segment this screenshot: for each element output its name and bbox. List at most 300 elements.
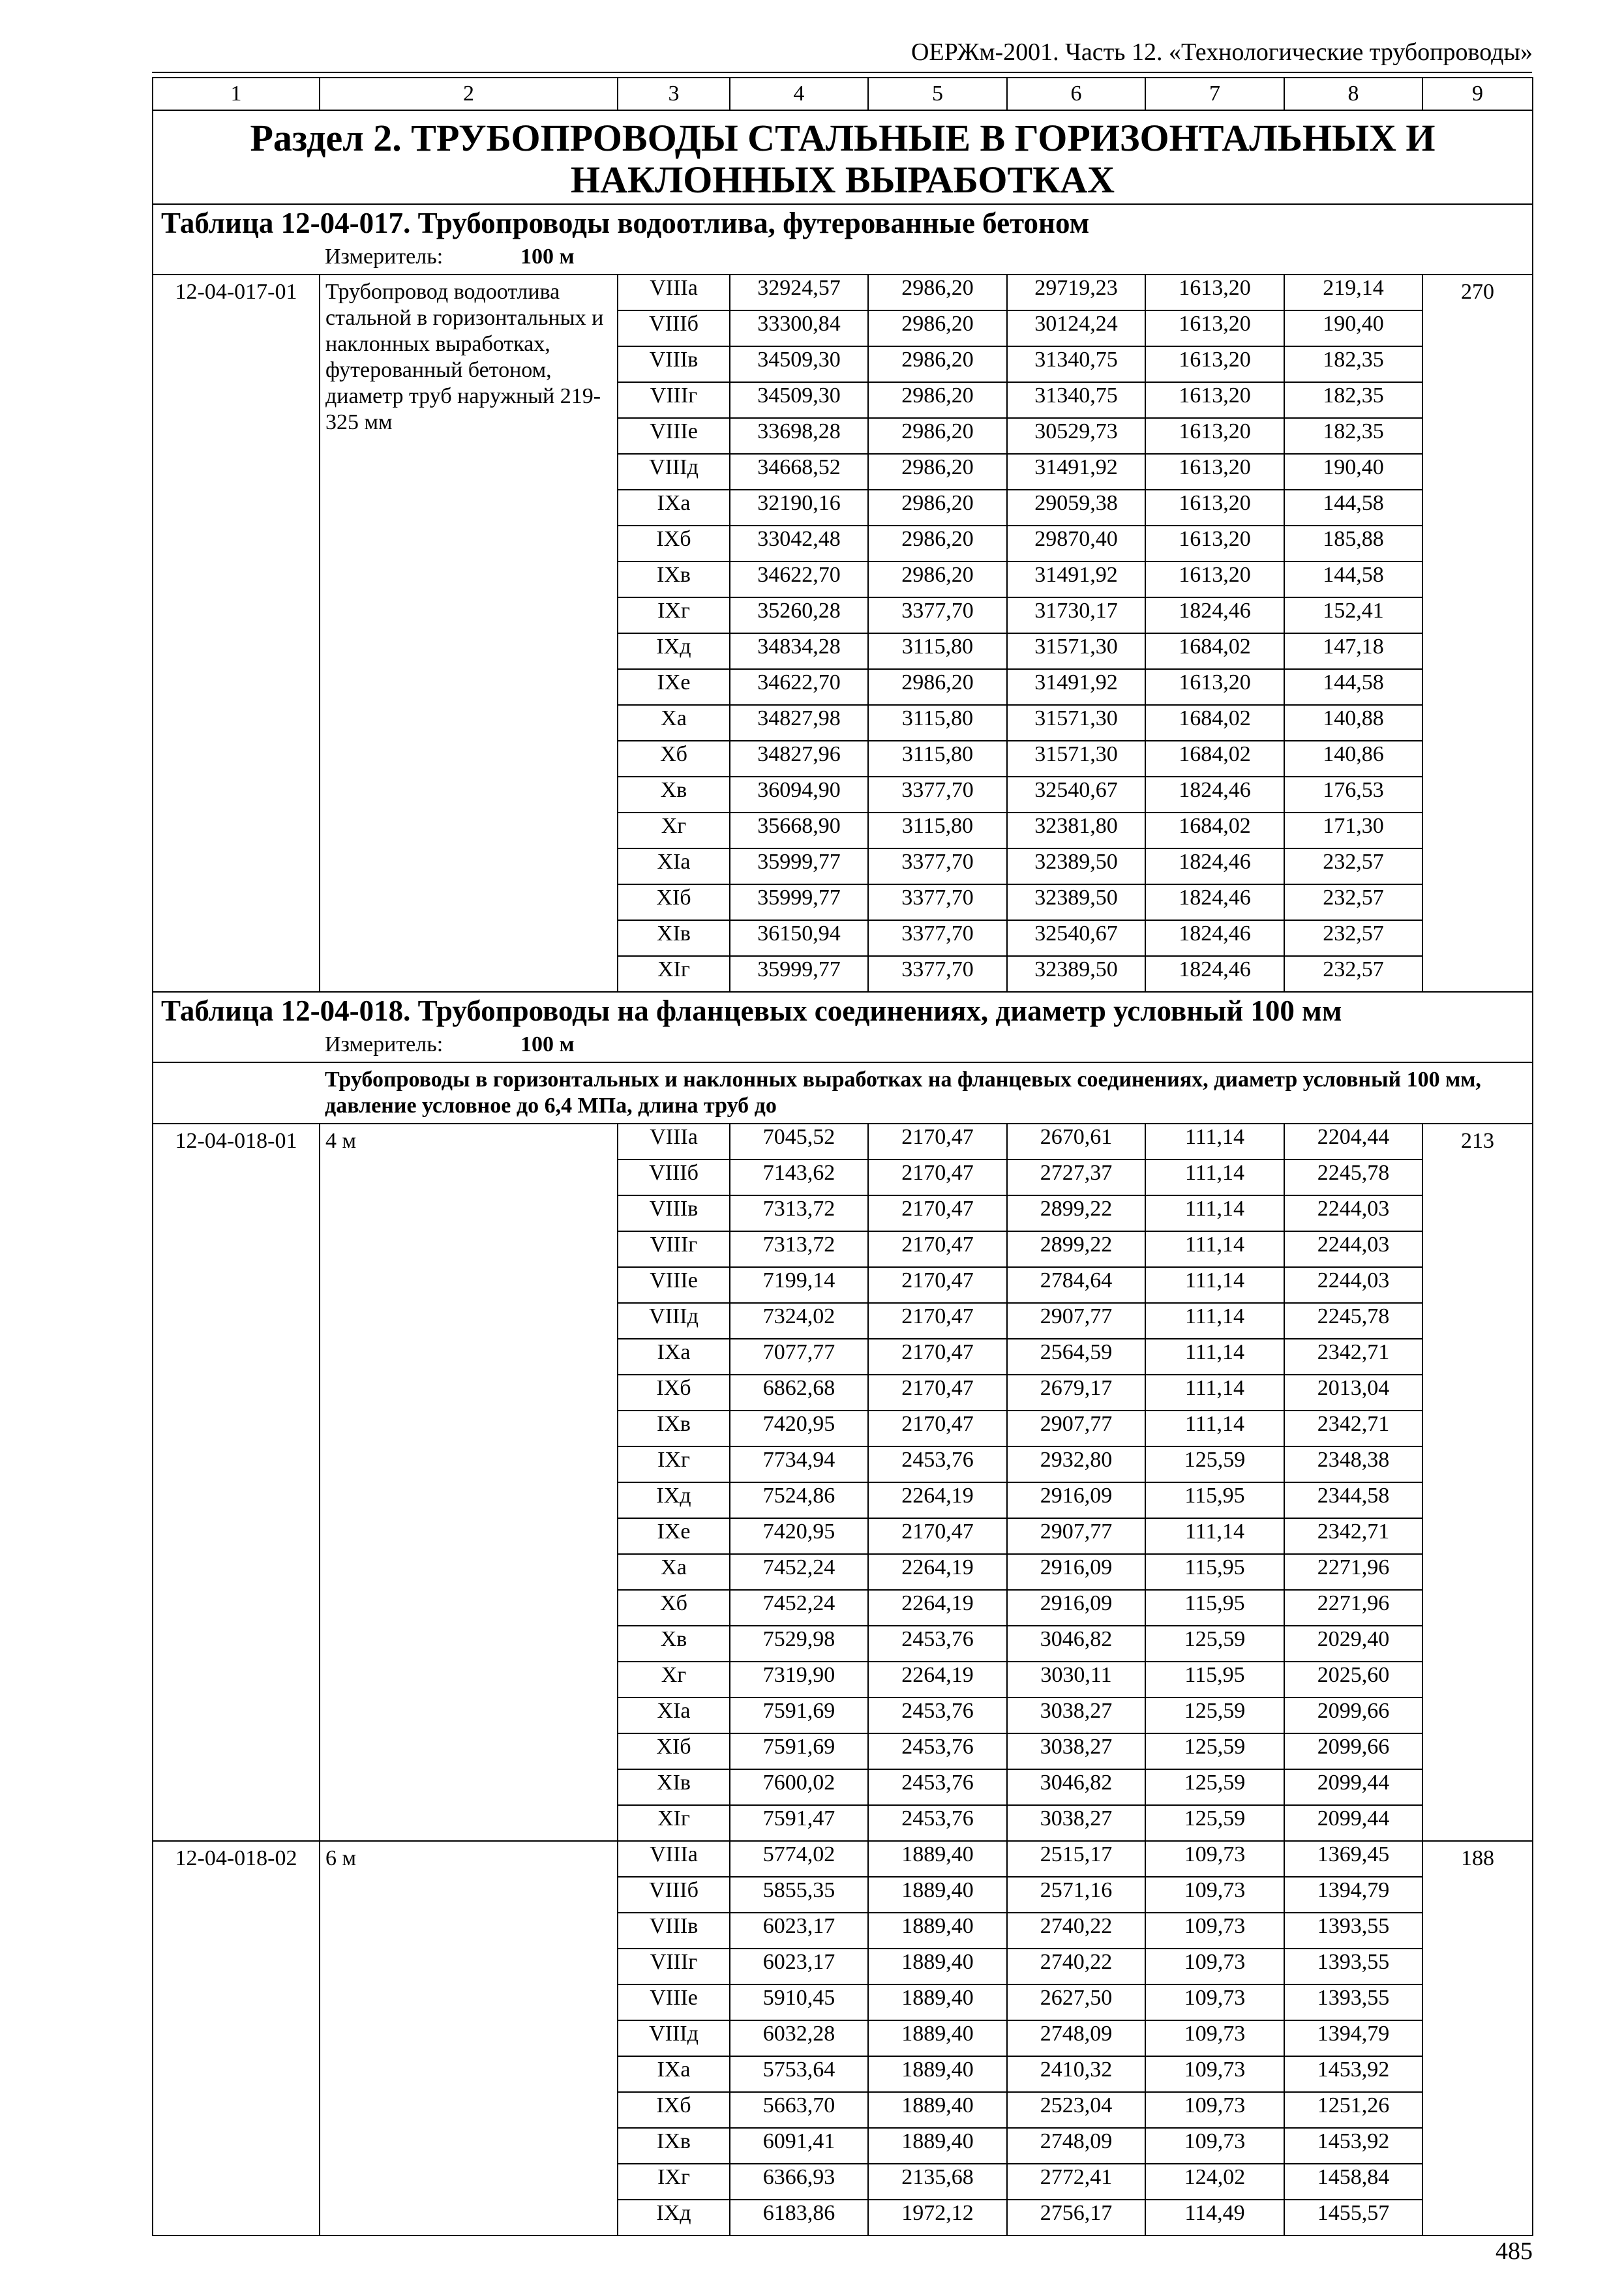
value-cell: 34622,70 [730, 669, 868, 705]
zone-cell: VIIIе [618, 418, 730, 454]
value-cell: 7045,52 [730, 1124, 868, 1159]
value-cell: 144,58 [1284, 561, 1422, 597]
value-cell: 7452,24 [730, 1590, 868, 1626]
value-cell: 109,73 [1145, 2056, 1284, 2092]
value-cell: 2264,19 [868, 1662, 1007, 1698]
value-cell: 2244,03 [1284, 1267, 1422, 1303]
rate-name: Трубопровод водоотлива стальной в горизонтальных и наклонных выработках, футерованный бетоном, диаметр труб наружный 219-325 мм [320, 275, 618, 992]
zone-cell: Xа [618, 705, 730, 741]
value-cell: 1684,02 [1145, 705, 1284, 741]
value-cell: 7077,77 [730, 1339, 868, 1375]
value-cell: 33042,48 [730, 526, 868, 561]
value-cell: 2170,47 [868, 1518, 1007, 1554]
value-cell: 3038,27 [1007, 1733, 1145, 1769]
value-cell: 3030,11 [1007, 1662, 1145, 1698]
table-title-text: Таблица 12-04-018. Трубопроводы на фланцевых соединениях, диаметр условный 100 мм [161, 995, 1342, 1027]
value-cell: 7313,72 [730, 1231, 868, 1267]
value-cell: 7591,69 [730, 1733, 868, 1769]
zone-cell: VIIIг [618, 1231, 730, 1267]
value-cell: 111,14 [1145, 1159, 1284, 1195]
value-cell: 2410,32 [1007, 2056, 1145, 2092]
value-cell: 32389,50 [1007, 848, 1145, 884]
zone-cell: Xа [618, 1554, 730, 1590]
zone-cell: Xб [618, 741, 730, 777]
rates-table [152, 77, 1533, 2236]
zone-cell: Xг [618, 1662, 730, 1698]
value-cell: 31571,30 [1007, 705, 1145, 741]
value-cell: 115,95 [1145, 1482, 1284, 1518]
value-cell: 35668,90 [730, 813, 868, 848]
value-cell: 190,40 [1284, 454, 1422, 490]
zone-cell: IXа [618, 2056, 730, 2092]
value-cell: 34509,30 [730, 382, 868, 418]
zone-cell: VIIIг [618, 1949, 730, 1984]
value-cell: 2748,09 [1007, 2128, 1145, 2164]
value-cell: 2986,20 [868, 490, 1007, 526]
value-cell: 1455,57 [1284, 2200, 1422, 2236]
zone-cell: IXг [618, 597, 730, 633]
value-cell: 3377,70 [868, 956, 1007, 992]
value-cell: 1824,46 [1145, 848, 1284, 884]
value-cell: 3046,82 [1007, 1626, 1145, 1662]
value-cell: 219,14 [1284, 275, 1422, 310]
zone-cell: IXв [618, 2128, 730, 2164]
value-cell: 144,58 [1284, 669, 1422, 705]
value-cell: 7734,94 [730, 1446, 868, 1482]
value-cell: 33300,84 [730, 310, 868, 346]
value-cell: 2627,50 [1007, 1984, 1145, 2020]
zone-cell: IXа [618, 490, 730, 526]
zone-cell: IXд [618, 2200, 730, 2236]
value-cell: 6023,17 [730, 1949, 868, 1984]
value-cell: 2453,76 [868, 1626, 1007, 1662]
column-number: 6 [1007, 78, 1145, 110]
value-cell: 1889,40 [868, 2128, 1007, 2164]
value-cell: 1394,79 [1284, 1877, 1422, 1913]
value-cell: 1393,55 [1284, 1949, 1422, 1984]
zone-cell: XIв [618, 1769, 730, 1805]
value-cell: 2727,37 [1007, 1159, 1145, 1195]
value-cell: 5910,45 [730, 1984, 868, 2020]
value-cell: 140,86 [1284, 741, 1422, 777]
zone-cell: IXв [618, 1411, 730, 1446]
value-cell: 2342,71 [1284, 1339, 1422, 1375]
zone-cell: VIIIв [618, 1913, 730, 1949]
measure-label: Измеритель: [325, 1032, 444, 1056]
value-cell: 152,41 [1284, 597, 1422, 633]
value-cell: 111,14 [1145, 1267, 1284, 1303]
value-cell: 2170,47 [868, 1195, 1007, 1231]
value-cell: 114,49 [1145, 2200, 1284, 2236]
value-cell: 31491,92 [1007, 669, 1145, 705]
measure-label: Измеритель: [325, 245, 444, 269]
table-title [153, 204, 1533, 275]
value-cell: 6091,41 [730, 2128, 868, 2164]
value-cell: 2453,76 [868, 1805, 1007, 1841]
value-cell: 2344,58 [1284, 1482, 1422, 1518]
last-column-value: 270 [1422, 275, 1533, 992]
value-cell: 1251,26 [1284, 2092, 1422, 2128]
rate-code: 12-04-017-01 [153, 275, 320, 992]
value-cell: 6366,93 [730, 2164, 868, 2200]
value-cell: 7591,47 [730, 1805, 868, 1841]
zone-cell: VIIIб [618, 310, 730, 346]
value-cell: 111,14 [1145, 1518, 1284, 1554]
running-header: ОЕРЖм-2001. Часть 12. «Технологические трубопроводы» [910, 38, 1533, 66]
value-cell: 7420,95 [730, 1518, 868, 1554]
value-cell: 31340,75 [1007, 382, 1145, 418]
value-cell: 2453,76 [868, 1698, 1007, 1733]
value-cell: 2916,09 [1007, 1554, 1145, 1590]
zone-cell: Xв [618, 1626, 730, 1662]
value-cell: 3377,70 [868, 920, 1007, 956]
value-cell: 3377,70 [868, 597, 1007, 633]
value-cell: 2245,78 [1284, 1303, 1422, 1339]
value-cell: 2099,66 [1284, 1733, 1422, 1769]
rate-name: 6 м [320, 1841, 618, 2236]
value-cell: 2986,20 [868, 275, 1007, 310]
value-cell: 36094,90 [730, 777, 868, 813]
value-cell: 3377,70 [868, 777, 1007, 813]
value-cell: 115,95 [1145, 1590, 1284, 1626]
value-cell: 2170,47 [868, 1231, 1007, 1267]
value-cell: 1889,40 [868, 2092, 1007, 2128]
zone-cell: Xг [618, 813, 730, 848]
value-cell: 111,14 [1145, 1195, 1284, 1231]
column-number-row [153, 78, 1533, 110]
value-cell: 7313,72 [730, 1195, 868, 1231]
zone-cell: IXб [618, 526, 730, 561]
zone-cell: XIа [618, 1698, 730, 1733]
zone-cell: VIIIв [618, 346, 730, 382]
value-cell: 32389,50 [1007, 884, 1145, 920]
value-cell: 5663,70 [730, 2092, 868, 2128]
value-cell: 34827,96 [730, 741, 868, 777]
zone-cell: Xб [618, 1590, 730, 1626]
subheader-row [153, 1062, 1533, 1124]
value-cell: 2679,17 [1007, 1375, 1145, 1411]
value-cell: 2342,71 [1284, 1518, 1422, 1554]
section-title: Раздел 2. ТРУБОПРОВОДЫ СТАЛЬНЫЕ В ГОРИЗОНТАЛЬНЫХ И НАКЛОННЫХ ВЫРАБОТКАХ [153, 110, 1533, 204]
value-cell: 2907,77 [1007, 1411, 1145, 1446]
value-cell: 35999,77 [730, 848, 868, 884]
value-cell: 2170,47 [868, 1339, 1007, 1375]
column-number: 8 [1284, 78, 1422, 110]
value-cell: 2740,22 [1007, 1913, 1145, 1949]
rate-name: 4 м [320, 1124, 618, 1841]
value-cell: 111,14 [1145, 1231, 1284, 1267]
value-cell: 34622,70 [730, 561, 868, 597]
value-cell: 232,57 [1284, 920, 1422, 956]
table-title-row [153, 204, 1533, 275]
value-cell: 2170,47 [868, 1303, 1007, 1339]
value-cell: 2170,47 [868, 1267, 1007, 1303]
value-cell: 7591,69 [730, 1698, 868, 1733]
value-cell: 32540,67 [1007, 920, 1145, 956]
value-cell: 1824,46 [1145, 956, 1284, 992]
zone-cell: VIIIб [618, 1159, 730, 1195]
value-cell: 125,59 [1145, 1733, 1284, 1769]
zone-cell: IXе [618, 1518, 730, 1554]
value-cell: 125,59 [1145, 1698, 1284, 1733]
value-cell: 2986,20 [868, 561, 1007, 597]
page-number: 485 [1496, 2237, 1533, 2265]
value-cell: 1613,20 [1145, 382, 1284, 418]
value-cell: 147,18 [1284, 633, 1422, 669]
value-cell: 7600,02 [730, 1769, 868, 1805]
value-cell: 32381,80 [1007, 813, 1145, 848]
value-cell: 109,73 [1145, 1913, 1284, 1949]
value-cell: 6183,86 [730, 2200, 868, 2236]
column-number: 1 [153, 78, 320, 110]
value-cell: 111,14 [1145, 1375, 1284, 1411]
value-cell: 5855,35 [730, 1877, 868, 1913]
value-cell: 7143,62 [730, 1159, 868, 1195]
last-column-value: 213 [1422, 1124, 1533, 1841]
value-cell: 3377,70 [868, 884, 1007, 920]
value-cell: 1889,40 [868, 1877, 1007, 1913]
value-cell: 2916,09 [1007, 1590, 1145, 1626]
value-cell: 2986,20 [868, 382, 1007, 418]
value-cell: 1369,45 [1284, 1841, 1422, 1877]
value-cell: 2170,47 [868, 1124, 1007, 1159]
zone-cell: XIг [618, 956, 730, 992]
table-title [153, 992, 1533, 1062]
value-cell: 1972,12 [868, 2200, 1007, 2236]
value-cell: 2784,64 [1007, 1267, 1145, 1303]
value-cell: 1824,46 [1145, 597, 1284, 633]
column-number: 9 [1422, 78, 1533, 110]
value-cell: 2264,19 [868, 1482, 1007, 1518]
zone-cell: VIIIа [618, 275, 730, 310]
zone-cell: XIб [618, 1733, 730, 1769]
value-cell: 109,73 [1145, 1877, 1284, 1913]
value-cell: 2564,59 [1007, 1339, 1145, 1375]
value-cell: 2571,16 [1007, 1877, 1145, 1913]
value-cell: 2986,20 [868, 526, 1007, 561]
zone-cell: IXб [618, 1375, 730, 1411]
value-cell: 31491,92 [1007, 561, 1145, 597]
value-cell: 2986,20 [868, 418, 1007, 454]
value-cell: 3115,80 [868, 705, 1007, 741]
zone-cell: VIIIа [618, 1841, 730, 1877]
value-cell: 2170,47 [868, 1159, 1007, 1195]
value-cell: 2907,77 [1007, 1303, 1145, 1339]
last-column-value: 188 [1422, 1841, 1533, 2236]
table-title-row [153, 992, 1533, 1062]
value-cell: 2135,68 [868, 2164, 1007, 2200]
value-cell: 2170,47 [868, 1375, 1007, 1411]
value-cell: 1613,20 [1145, 346, 1284, 382]
value-cell: 32540,67 [1007, 777, 1145, 813]
value-cell: 111,14 [1145, 1303, 1284, 1339]
value-cell: 3046,82 [1007, 1769, 1145, 1805]
value-cell: 2099,44 [1284, 1805, 1422, 1841]
value-cell: 34509,30 [730, 346, 868, 382]
zone-cell: XIа [618, 848, 730, 884]
value-cell: 2264,19 [868, 1590, 1007, 1626]
zone-cell: IXе [618, 669, 730, 705]
value-cell: 1613,20 [1145, 561, 1284, 597]
value-cell: 1824,46 [1145, 884, 1284, 920]
measure-line [153, 240, 1532, 274]
table-row [153, 1841, 1533, 1877]
value-cell: 182,35 [1284, 346, 1422, 382]
value-cell: 32190,16 [730, 490, 868, 526]
value-cell: 2099,44 [1284, 1769, 1422, 1805]
value-cell: 1453,92 [1284, 2056, 1422, 2092]
value-cell: 6023,17 [730, 1913, 868, 1949]
value-cell: 33698,28 [730, 418, 868, 454]
value-cell: 34668,52 [730, 454, 868, 490]
value-cell: 1613,20 [1145, 526, 1284, 561]
value-cell: 232,57 [1284, 848, 1422, 884]
value-cell: 109,73 [1145, 2092, 1284, 2128]
value-cell: 2342,71 [1284, 1411, 1422, 1446]
value-cell: 1684,02 [1145, 741, 1284, 777]
value-cell: 7529,98 [730, 1626, 868, 1662]
section-title-row [153, 110, 1533, 204]
value-cell: 29870,40 [1007, 526, 1145, 561]
value-cell: 7199,14 [730, 1267, 868, 1303]
value-cell: 2170,47 [868, 1411, 1007, 1446]
table-body [153, 78, 1533, 2236]
value-cell: 31340,75 [1007, 346, 1145, 382]
value-cell: 30529,73 [1007, 418, 1145, 454]
value-cell: 2523,04 [1007, 2092, 1145, 2128]
column-number: 2 [320, 78, 618, 110]
zone-cell: VIIIв [618, 1195, 730, 1231]
value-cell: 1889,40 [868, 1984, 1007, 2020]
value-cell: 2756,17 [1007, 2200, 1145, 2236]
value-cell: 182,35 [1284, 418, 1422, 454]
value-cell: 2907,77 [1007, 1518, 1145, 1554]
zone-cell: IXв [618, 561, 730, 597]
value-cell: 7524,86 [730, 1482, 868, 1518]
value-cell: 2740,22 [1007, 1949, 1145, 1984]
value-cell: 1458,84 [1284, 2164, 1422, 2200]
value-cell: 1684,02 [1145, 633, 1284, 669]
value-cell: 176,53 [1284, 777, 1422, 813]
value-cell: 3038,27 [1007, 1805, 1145, 1841]
table-title-text: Таблица 12-04-017. Трубопроводы водоотлива, футерованные бетоном [161, 207, 1090, 239]
value-cell: 1613,20 [1145, 310, 1284, 346]
value-cell: 7420,95 [730, 1411, 868, 1446]
value-cell: 2245,78 [1284, 1159, 1422, 1195]
zone-cell: VIIIб [618, 1877, 730, 1913]
value-cell: 7324,02 [730, 1303, 868, 1339]
value-cell: 1889,40 [868, 2056, 1007, 2092]
value-cell: 2932,80 [1007, 1446, 1145, 1482]
column-number: 5 [868, 78, 1007, 110]
value-cell: 2244,03 [1284, 1231, 1422, 1267]
value-cell: 2899,22 [1007, 1231, 1145, 1267]
value-cell: 1613,20 [1145, 418, 1284, 454]
value-cell: 2029,40 [1284, 1626, 1422, 1662]
value-cell: 1824,46 [1145, 920, 1284, 956]
value-cell: 3115,80 [868, 813, 1007, 848]
value-cell: 2986,20 [868, 669, 1007, 705]
column-number: 3 [618, 78, 730, 110]
value-cell: 125,59 [1145, 1805, 1284, 1841]
value-cell: 31571,30 [1007, 741, 1145, 777]
value-cell: 32389,50 [1007, 956, 1145, 992]
value-cell: 185,88 [1284, 526, 1422, 561]
value-cell: 3038,27 [1007, 1698, 1145, 1733]
value-cell: 2453,76 [868, 1769, 1007, 1805]
value-cell: 232,57 [1284, 956, 1422, 992]
table-row [153, 1124, 1533, 1159]
value-cell: 1453,92 [1284, 2128, 1422, 2164]
value-cell: 115,95 [1145, 1662, 1284, 1698]
zone-cell: Xв [618, 777, 730, 813]
zone-cell: VIIIа [618, 1124, 730, 1159]
value-cell: 2986,20 [868, 346, 1007, 382]
value-cell: 109,73 [1145, 2128, 1284, 2164]
value-cell: 2204,44 [1284, 1124, 1422, 1159]
value-cell: 2348,38 [1284, 1446, 1422, 1482]
header-rule [152, 72, 1532, 73]
value-cell: 29059,38 [1007, 490, 1145, 526]
zone-cell: IXа [618, 1339, 730, 1375]
value-cell: 2025,60 [1284, 1662, 1422, 1698]
column-number: 4 [730, 78, 868, 110]
zone-cell: XIб [618, 884, 730, 920]
value-cell: 125,59 [1145, 1446, 1284, 1482]
value-cell: 6032,28 [730, 2020, 868, 2056]
value-cell: 3115,80 [868, 741, 1007, 777]
value-cell: 124,02 [1145, 2164, 1284, 2200]
value-cell: 232,57 [1284, 884, 1422, 920]
zone-cell: VIIIе [618, 1984, 730, 2020]
rate-code: 12-04-018-01 [153, 1124, 320, 1841]
value-cell: 5774,02 [730, 1841, 868, 1877]
value-cell: 2515,17 [1007, 1841, 1145, 1877]
value-cell: 109,73 [1145, 1949, 1284, 1984]
value-cell: 1889,40 [868, 1913, 1007, 1949]
value-cell: 36150,94 [730, 920, 868, 956]
value-cell: 35999,77 [730, 956, 868, 992]
value-cell: 111,14 [1145, 1339, 1284, 1375]
value-cell: 3115,80 [868, 633, 1007, 669]
value-cell: 30124,24 [1007, 310, 1145, 346]
value-cell: 2670,61 [1007, 1124, 1145, 1159]
zone-cell: XIв [618, 920, 730, 956]
value-cell: 1613,20 [1145, 490, 1284, 526]
value-cell: 31571,30 [1007, 633, 1145, 669]
value-cell: 111,14 [1145, 1124, 1284, 1159]
value-cell: 125,59 [1145, 1769, 1284, 1805]
value-cell: 32924,57 [730, 275, 868, 310]
zone-cell: IXд [618, 633, 730, 669]
value-cell: 182,35 [1284, 382, 1422, 418]
value-cell: 2271,96 [1284, 1554, 1422, 1590]
value-cell: 2772,41 [1007, 2164, 1145, 2200]
zone-cell: VIIIг [618, 382, 730, 418]
value-cell: 1613,20 [1145, 454, 1284, 490]
value-cell: 31730,17 [1007, 597, 1145, 633]
zone-cell: VIIIд [618, 2020, 730, 2056]
zone-cell: IXг [618, 2164, 730, 2200]
value-cell: 7452,24 [730, 1554, 868, 1590]
value-cell: 1613,20 [1145, 669, 1284, 705]
value-cell: 2986,20 [868, 454, 1007, 490]
value-cell: 35260,28 [730, 597, 868, 633]
value-cell: 140,88 [1284, 705, 1422, 741]
value-cell: 2899,22 [1007, 1195, 1145, 1231]
value-cell: 34834,28 [730, 633, 868, 669]
value-cell: 2748,09 [1007, 2020, 1145, 2056]
